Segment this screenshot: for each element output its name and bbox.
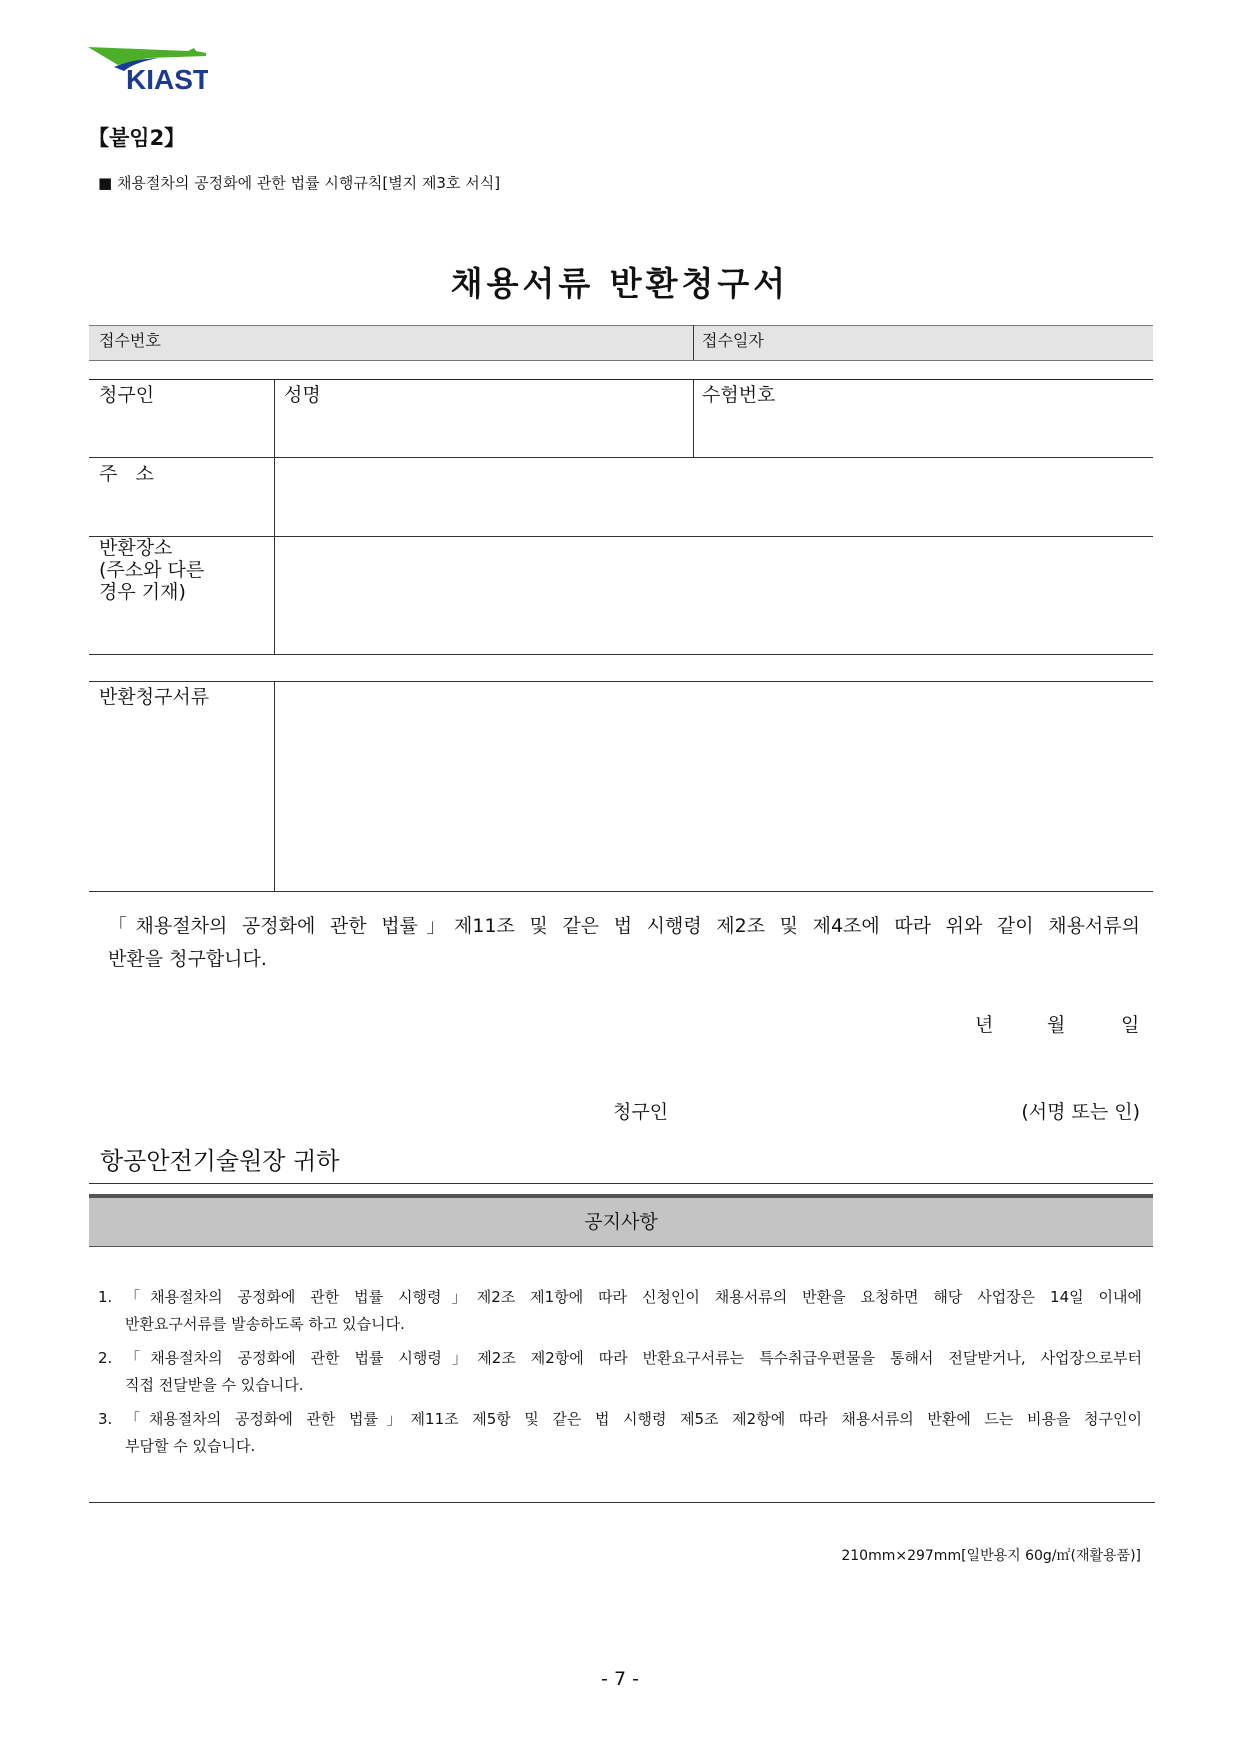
item-number: 1.: [98, 1288, 113, 1306]
divider: [89, 1502, 1155, 1503]
divider: [693, 379, 694, 457]
item-number: 3.: [98, 1410, 113, 1428]
name-field[interactable]: 성명: [284, 384, 321, 406]
label-line: 경우 기재): [99, 581, 186, 603]
date-day: 일: [1121, 1014, 1140, 1036]
claimant-label: 청구인: [99, 384, 155, 406]
return-place-label: [99, 537, 204, 603]
divider: [89, 536, 1153, 537]
divider: [89, 654, 1153, 655]
receipt-number-label: 접수번호: [99, 331, 161, 350]
divider: [693, 325, 694, 360]
recipient: 항공안전기술원장 귀하: [100, 1147, 340, 1175]
divider: [89, 681, 1153, 682]
divider: [89, 1183, 1153, 1184]
address-label: 주 소: [99, 463, 154, 485]
item-text: 「채용절차의 공정화에 관한 법률」제11조 제5항 및 같은 법 시행령 제5조 제2항에 따라 채용서류의 반환에 드는 비용을 청구인이: [125, 1410, 1142, 1428]
divider: [89, 379, 1153, 380]
return-place-field[interactable]: [276, 538, 1152, 652]
divider: [89, 891, 1153, 892]
attachment-label: 【붙임2】: [88, 126, 186, 150]
item-text: 직접 전달받을 수 있습니다.: [125, 1376, 304, 1394]
kiast-logo: [88, 45, 208, 93]
statement: [108, 910, 1140, 976]
signer-label: 청구인: [613, 1101, 669, 1123]
statement-line: 반환을 청구합니다.: [108, 948, 267, 970]
notice-item: [98, 1284, 1142, 1338]
signature-field[interactable]: (서명 또는 인): [1021, 1101, 1140, 1123]
divider: [89, 457, 1153, 458]
exam-number-field[interactable]: 수험번호: [702, 384, 776, 406]
date-month: 월: [1047, 1014, 1066, 1036]
page-number: - 7 -: [601, 1668, 639, 1690]
receipt-date-label: 접수일자: [702, 331, 764, 350]
notice-item: [98, 1406, 1142, 1460]
item-text: 「채용절차의 공정화에 관한 법률 시행령」제2조 제2항에 따라 반환요구서류는 특수취급우편물을 통해서 전달받거나, 사업장으로부터: [125, 1349, 1142, 1367]
notice-item: [98, 1345, 1142, 1399]
paper-spec: 210mm×297mm[일반용지 60g/㎡(재활용품)]: [841, 1548, 1141, 1564]
date-year: 년: [975, 1014, 994, 1036]
item-text: 「채용절차의 공정화에 관한 법률 시행령」제2조 제1항에 따라 신청인이 채용서류의 반환을 요청하면 해당 사업장은 14일 이내에: [125, 1288, 1142, 1306]
form-reference: ■ 채용절차의 공정화에 관한 법률 시행규칙[별지 제3호 서식]: [98, 174, 501, 192]
svg-text:KIAST: KIAST: [126, 64, 208, 93]
item-text: 반환요구서류를 발송하도록 하고 있습니다.: [125, 1315, 405, 1333]
label-line: 반환장소: [99, 537, 173, 559]
item-text: 부담할 수 있습니다.: [125, 1437, 256, 1455]
divider: [274, 379, 275, 654]
divider: [274, 681, 275, 891]
page-title: 채용서류 반환청구서: [450, 264, 790, 303]
label-line: (주소와 다른: [99, 559, 205, 581]
return-docs-label: 반환청구서류: [99, 686, 210, 708]
address-field[interactable]: [276, 460, 1152, 534]
notice-header: 공지사항: [89, 1194, 1153, 1247]
return-docs-field[interactable]: [276, 683, 1152, 889]
statement-line: 「채용절차의 공정화에 관한 법률」제11조 및 같은 법 시행령 제2조 및 제4조에 따라 위와 같이 채용서류의: [108, 915, 1140, 937]
receipt-row: [89, 325, 1153, 361]
item-number: 2.: [98, 1349, 113, 1367]
